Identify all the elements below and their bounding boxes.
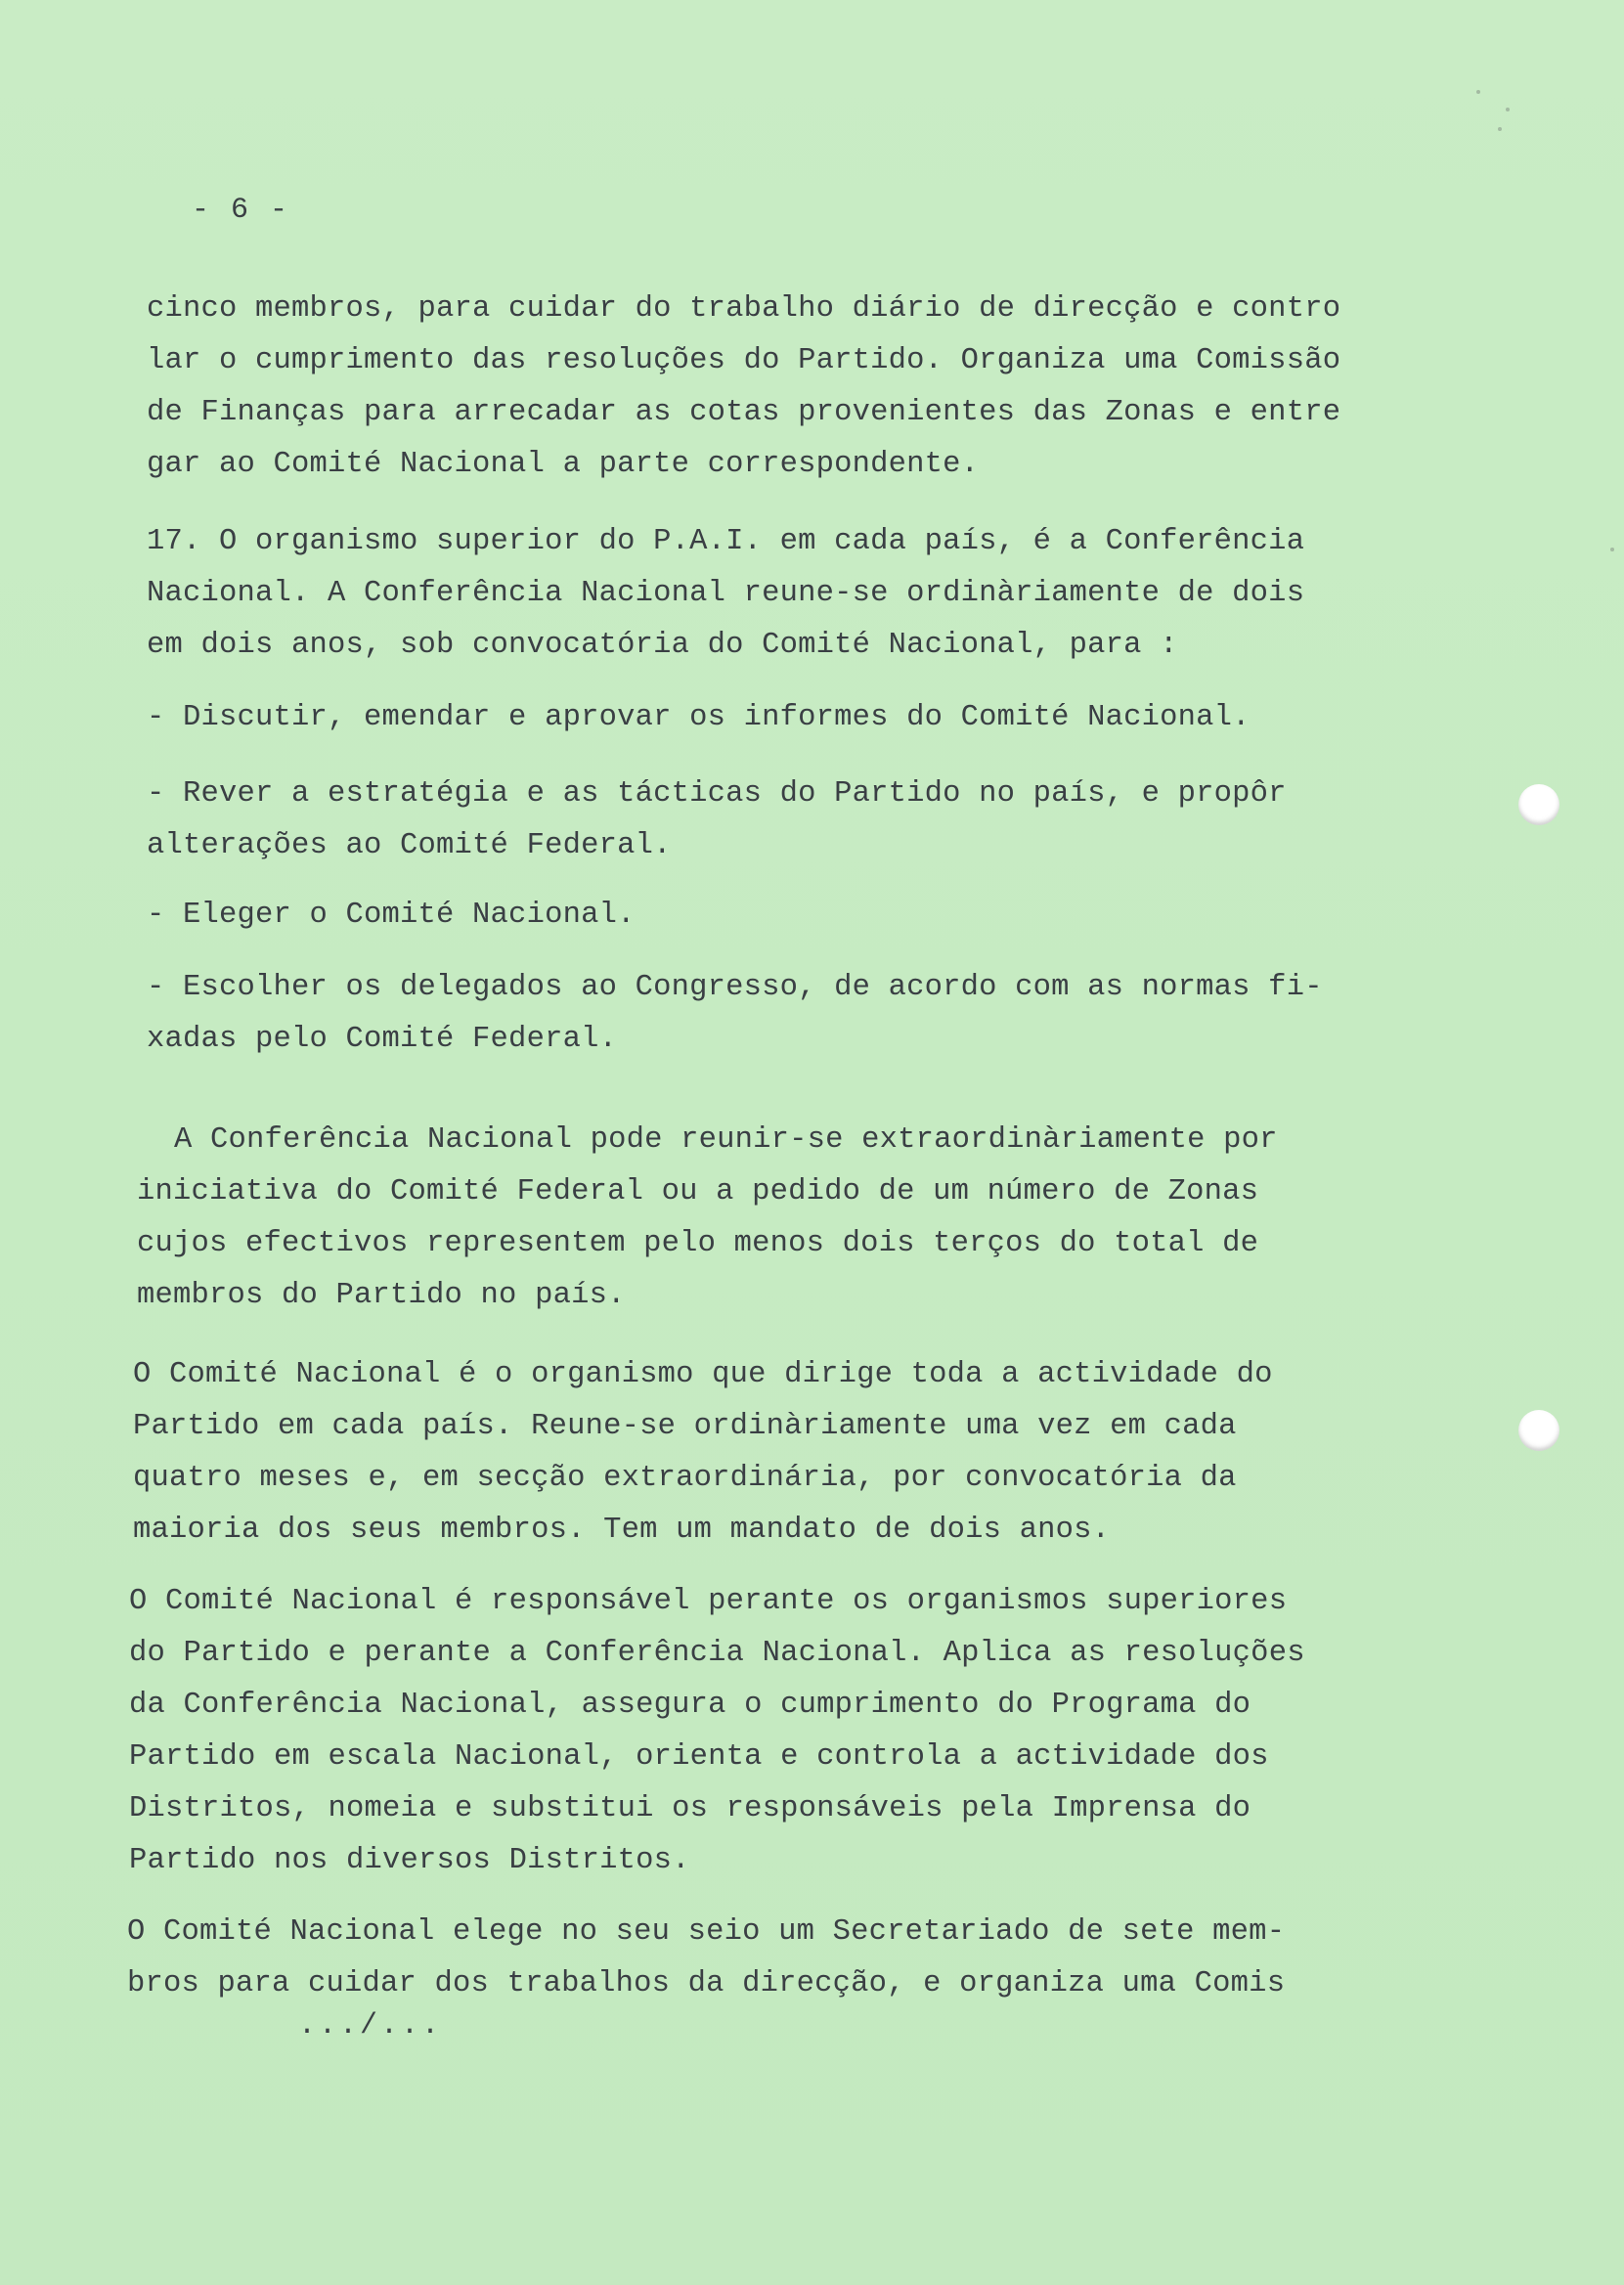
text-line: xadas pelo Comité Federal. <box>147 1023 618 1056</box>
text-line: de Finanças para arrecadar as cotas provenientes das Zonas e entre <box>147 396 1341 429</box>
scan-speck <box>1506 108 1510 111</box>
list-item-escolher <box>147 962 1388 1066</box>
text-line: O Comité Nacional é o organismo que dirige toda a actividade do <box>133 1358 1273 1391</box>
text-line: A Conferência Nacional pode reunir-se extraordinàriamente por <box>174 1123 1278 1157</box>
punch-hole-bottom <box>1518 1410 1559 1451</box>
scan-speck <box>1476 90 1480 94</box>
text-line: bros para cuidar dos trabalhos da direcção, e organiza uma Comis <box>127 1967 1286 2000</box>
text-line: 17. O organismo superior do P.A.I. em cada país, é a Conferência <box>147 525 1305 558</box>
text-line: Distritos, nomeia e substitui os responsáveis pela Imprensa do <box>129 1792 1251 1825</box>
paragraph-comite-responsavel <box>129 1576 1371 1887</box>
text-line: quatro meses e, em secção extraordinária, por convocatória da <box>133 1462 1237 1495</box>
text-line: - Rever a estratégia e as tácticas do Partido no país, e propôr <box>147 777 1287 811</box>
continuation-mark: .../... <box>298 2009 443 2043</box>
text-line: da Conferência Nacional, assegura o cumprimento do Programa do <box>129 1689 1251 1722</box>
text-line: maioria dos seus membros. Tem um mandato de dois anos. <box>133 1514 1111 1547</box>
text-line: Nacional. A Conferência Nacional reune-se ordinàriamente de dois <box>147 577 1305 610</box>
text-line: - Escolher os delegados ao Congresso, de acordo com as normas fi- <box>147 971 1323 1004</box>
text-line: cujos efectivos representem pelo menos dois terços do total de <box>137 1227 1259 1260</box>
list-item-discutir <box>147 692 1388 744</box>
text-line: membros do Partido no país. <box>137 1279 626 1312</box>
paragraph-secretariado <box>127 1907 1369 2010</box>
text-line: alterações ao Comité Federal. <box>147 829 672 862</box>
text-line: do Partido e perante a Conferência Nacional. Aplica as resoluções <box>129 1637 1305 1670</box>
text-line: em dois anos, sob convocatória do Comité Nacional, para : <box>147 629 1178 662</box>
text-line: gar ao Comité Nacional a parte correspondente. <box>147 448 980 481</box>
punch-hole-top <box>1518 784 1559 825</box>
text-line: iniciativa do Comité Federal ou a pedido de um número de Zonas <box>137 1175 1259 1208</box>
paragraph-article-17 <box>147 516 1388 672</box>
list-item-eleger <box>147 890 1388 942</box>
list-item-rever <box>147 769 1388 872</box>
text-line: lar o cumprimento das resoluções do Partido. Organiza uma Comissão <box>147 344 1341 377</box>
paragraph-conferencia-extraordinaria <box>137 1115 1379 1322</box>
text-line: - Eleger o Comité Nacional. <box>147 899 636 932</box>
text-line: Partido em cada país. Reune-se ordinàriamente uma vez em cada <box>133 1410 1237 1443</box>
text-line: Partido em escala Nacional, orienta e controla a actividade dos <box>129 1740 1269 1774</box>
scan-speck <box>1498 127 1502 131</box>
paragraph-intro <box>147 284 1388 491</box>
text-line: O Comité Nacional é responsável perante os organismos superiores <box>129 1585 1288 1618</box>
paragraph-comite-nacional <box>133 1349 1375 1557</box>
text-line: Partido nos diversos Distritos. <box>129 1844 690 1877</box>
scan-speck <box>1610 548 1614 551</box>
text-line: cinco membros, para cuidar do trabalho diário de direcção e contro <box>147 292 1341 326</box>
page-number: - 6 - <box>192 194 290 227</box>
text-line: - Discutir, emendar e aprovar os informes do Comité Nacional. <box>147 701 1251 734</box>
text-line: O Comité Nacional elege no seu seio um Secretariado de sete mem- <box>127 1915 1286 1949</box>
